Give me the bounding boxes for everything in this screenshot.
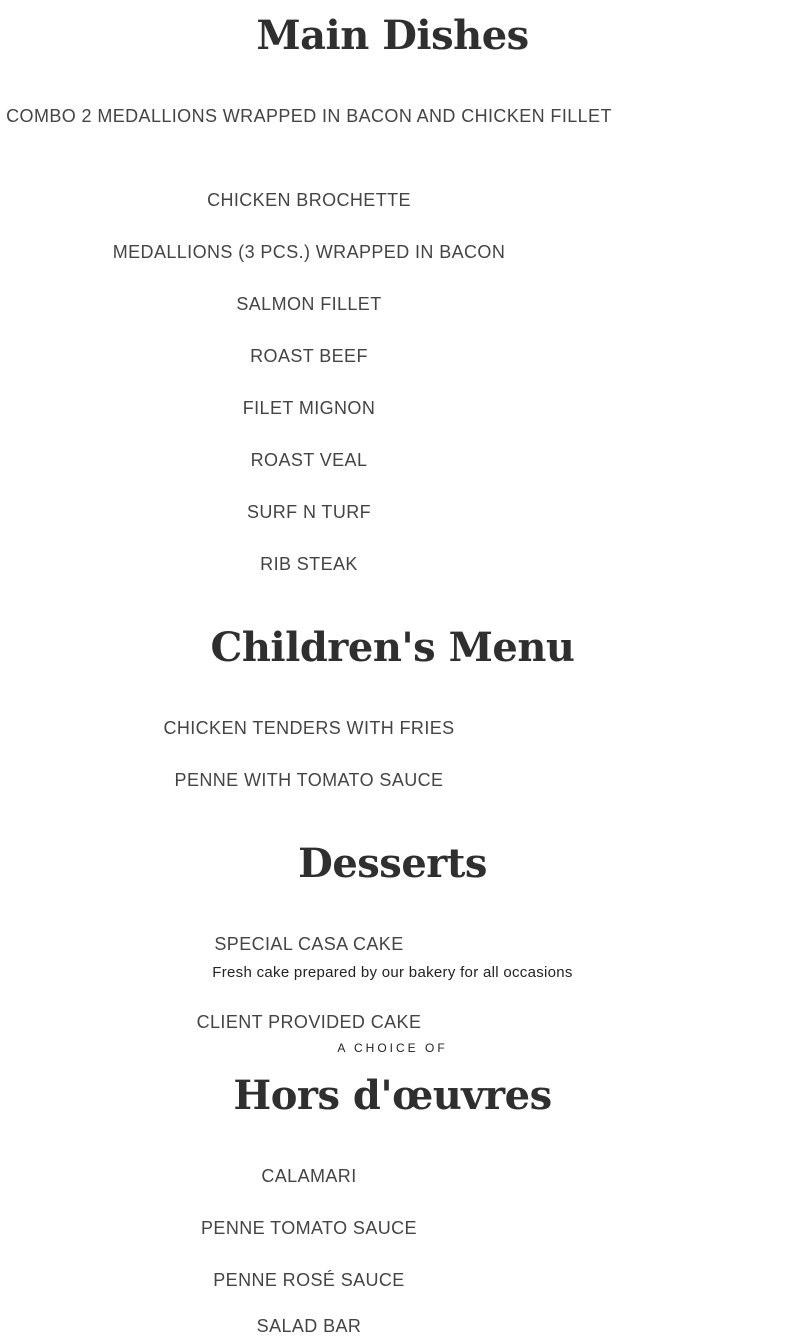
menu-item-rib-steak: RIB STEAK [260,554,358,574]
hors-doeuvres-heading: Hors d'œuvres [233,1072,552,1119]
menu-item-calamari: CALAMARI [261,1166,357,1186]
main-dishes-heading: Main Dishes [256,12,529,59]
menu-item-roast-beef: ROAST BEEF [250,346,368,366]
menu-item-penne-rose-sauce: PENNE ROSÉ SAUCE [213,1270,405,1290]
menu-item-combo: COMBO 2 MEDALLIONS WRAPPED IN BACON AND CHICKEN FILLET [6,106,612,126]
menu-item-penne-tomato-kids: PENNE WITH TOMATO SAUCE [174,770,444,790]
menu-item-chicken-brochette: CHICKEN BROCHETTE [207,190,411,210]
menu-item-penne-tomato-sauce: PENNE TOMATO SAUCE [201,1218,417,1238]
menu-item-medallions: MEDALLIONS (3 PCS.) WRAPPED IN BACON [112,242,506,262]
menu-item-description: Fresh cake prepared by our bakery for all occasions [212,964,573,981]
section-kicker: A CHOICE OF [337,1041,448,1055]
menu-item-filet-mignon: FILET MIGNON [242,398,376,418]
menu-item-salad-bar: SALAD BAR [256,1316,362,1336]
menu-item-roast-veal: ROAST VEAL [250,450,368,470]
menu-item-surf-n-turf: SURF N TURF [246,502,372,522]
menu-item-client-provided-cake: CLIENT PROVIDED CAKE [196,1012,422,1032]
childrens-menu-heading: Children's Menu [210,624,575,671]
menu-item-special-casa-cake: SPECIAL CASA CAKE [214,934,404,954]
menu-item-salmon-fillet: SALMON FILLET [236,294,382,314]
menu-item-chicken-tenders: CHICKEN TENDERS WITH FRIES [163,718,455,738]
desserts-heading: Desserts [298,840,487,887]
